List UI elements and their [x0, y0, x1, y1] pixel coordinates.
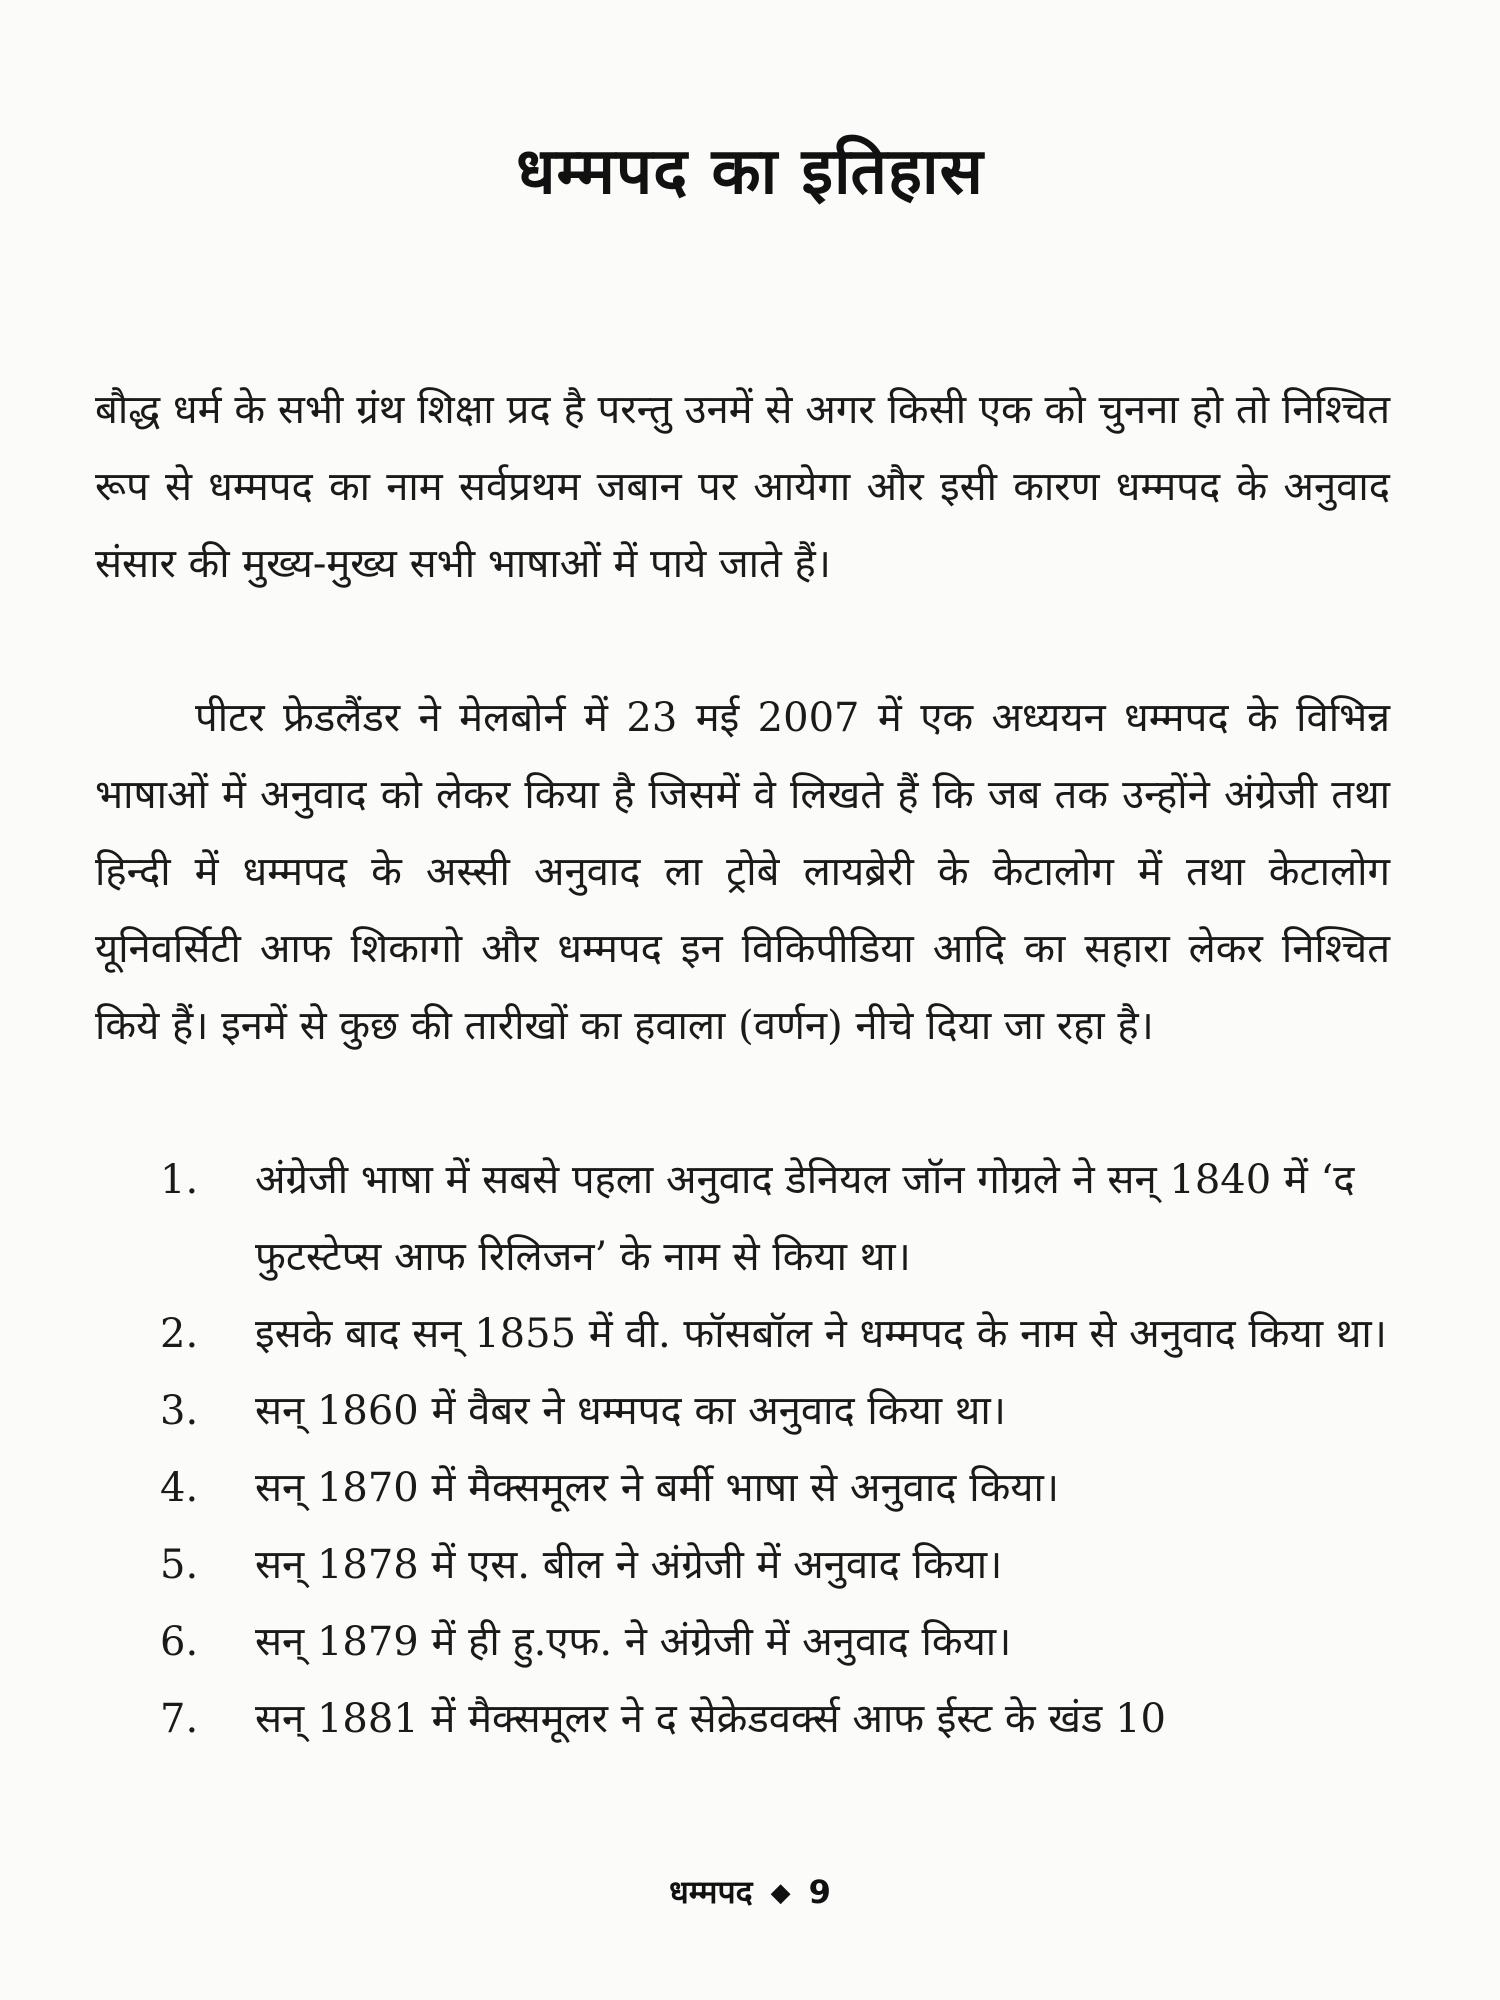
list-item-number: 2.: [160, 1311, 199, 1357]
list-item-number: 4.: [160, 1465, 199, 1511]
list-item-number: 5.: [160, 1542, 199, 1588]
translation-history-list: [160, 1142, 1390, 1758]
list-item-number: 1.: [160, 1157, 199, 1203]
list-item-text: सन् 1870 में मैक्समूलर ने बर्मी भाषा से अनुवाद किया।: [255, 1465, 1060, 1511]
list-item-text: सन् 1879 में ही हु.एफ. ने अंग्रेजी में अनुवाद किया।: [255, 1619, 1012, 1665]
paragraph-study: पीटर फ्रेडलैंडर ने मेलबोर्न में 23 मई 2007 में एक अध्ययन धम्मपद के विभिन्न भाषाओं में अनुवाद को लेकर किया है जिसमें वे लिखते हैं कि जब तक उन्होंने अंग्रेजी तथा हिन्दी में धम्मपद के अस्सी अनुवाद ला ट्रोबे लायब्रेरी के केटालोग में तथा केटालोग यूनिवर्सिटी आफ शिकागो और धम्मपद इन विकिपीडिया आदि का सहारा लेकर निश्चित किये हैं। इनमें से कुछ की तारीखों का हवाला (वर्णन) नीचे दिया जा रहा है।: [95, 695, 1390, 1049]
list-item-number: 3.: [160, 1388, 199, 1434]
list-item: [160, 1604, 1390, 1681]
list-item: [160, 1450, 1390, 1527]
footer-book-name: धम्मपद: [669, 1873, 753, 1911]
list-item: [160, 1373, 1390, 1450]
page-footer: [0, 1870, 1500, 1913]
list-item-text: सन् 1860 में वैबर ने धम्मपद का अनुवाद किया था।: [255, 1388, 1006, 1434]
page-number: 9: [808, 1873, 831, 1911]
list-item: [160, 1681, 1390, 1758]
list-item-number: 7.: [160, 1696, 199, 1742]
list-item-text: सन् 1878 में एस. बील ने अंग्रेजी में अनुवाद किया।: [255, 1542, 1003, 1588]
page-title: धम्मपद का इतिहास: [516, 135, 984, 209]
list-item-text: अंग्रेजी भाषा में सबसे पहला अनुवाद डेनियल जॉन गोग्रले ने सन् 1840 में ‘द फुटस्टेप्स आफ रिलिजन’ के नाम से किया था।: [255, 1157, 1355, 1280]
list-item: [160, 1296, 1390, 1373]
list-item-text: सन् 1881 में मैक्समूलर ने द सेक्रेडवर्क्स आफ ईस्ट के खंड 10: [255, 1696, 1166, 1742]
list-item: [160, 1527, 1390, 1604]
diamond-icon: ◆: [770, 1878, 791, 1908]
list-item-text: इसके बाद सन् 1855 में वी. फॉसबॉल ने धम्मपद के नाम से अनुवाद किया था।: [255, 1311, 1387, 1357]
list-item-number: 6.: [160, 1619, 199, 1665]
list-item: [160, 1142, 1390, 1296]
paragraph-intro: बौद्ध धर्म के सभी ग्रंथ शिक्षा प्रद है परन्तु उनमें से अगर किसी एक को चुनना हो तो निश्चित रूप से धम्मपद का नाम सर्वप्रथम जबान पर आयेगा और इसी कारण धम्मपद के अनुवाद संसार की मुख्य-मुख्य सभी भाषाओं में पाये जाते हैं।: [95, 387, 1390, 587]
